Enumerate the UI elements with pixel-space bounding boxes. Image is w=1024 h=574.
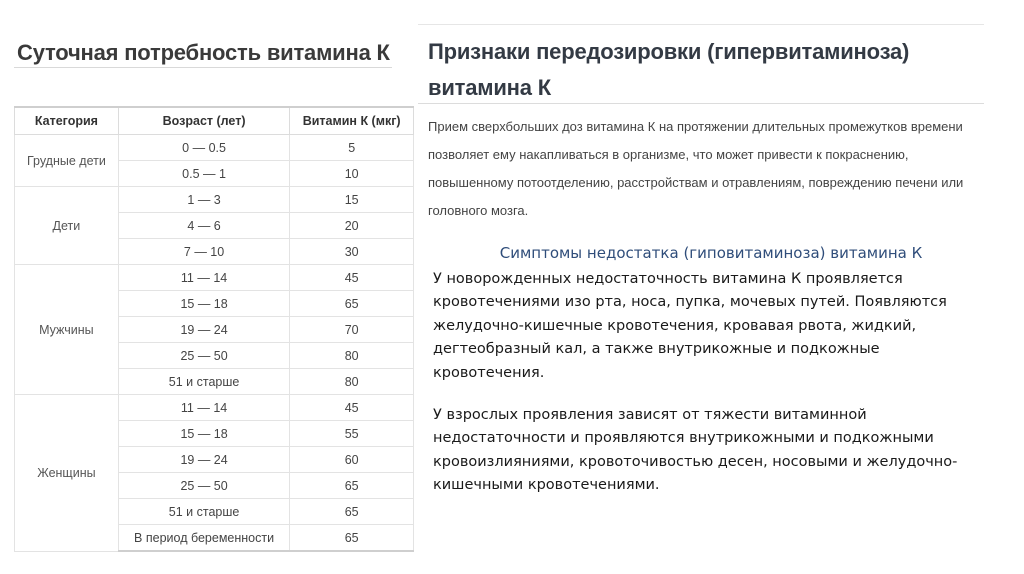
dose-cell: 70 (290, 317, 414, 343)
daily-requirement-title: Суточная потребность витамина К (17, 40, 390, 65)
vitamin-k-table (14, 106, 414, 552)
dose-cell: 5 (290, 135, 414, 161)
deficiency-adult-paragraph: У взрослых проявления зависят от тяжести витаминной недостаточности и проявляются внутрикожными и подкожными кровоизлияниями, кровоточивостью десен, носовыми и желудочно-кишечными кровотечениями. (433, 407, 958, 494)
category-cell: Мужчины (15, 265, 119, 395)
age-cell: 4 — 6 (118, 213, 290, 239)
age-cell: 15 — 18 (118, 291, 290, 317)
dose-cell: 45 (290, 395, 414, 421)
top-divider (418, 24, 984, 25)
overdose-title: Признаки передозировки (гипервитаминоза) витамина К (428, 39, 910, 100)
dose-cell: 10 (290, 161, 414, 187)
age-cell: 51 и старше (118, 369, 290, 395)
age-cell: 25 — 50 (118, 473, 290, 499)
dose-cell: 15 (290, 187, 414, 213)
dose-cell: 65 (290, 525, 414, 552)
overdose-paragraph: Прием сверхбольших доз витамина К на протяжении длительных промежутков времени позволяет ему накапливаться в организме, что может привести к покраснению, повышенному потоотделению, расстройствам и отравлениям, повреждению печени или головного мозга. (428, 119, 964, 218)
overdose-title-divider (418, 103, 984, 104)
category-cell: Женщины (15, 395, 119, 552)
category-cell: Дети (15, 187, 119, 265)
dose-cell: 20 (290, 213, 414, 239)
age-cell: 0.5 — 1 (118, 161, 290, 187)
header-vitamin: Витамин К (мкг) (290, 107, 414, 135)
dose-cell: 65 (290, 499, 414, 525)
table-row (15, 395, 414, 421)
age-cell: 19 — 24 (118, 447, 290, 473)
age-cell: В период беременности (118, 525, 290, 552)
age-cell: 51 и старше (118, 499, 290, 525)
table-header-row (15, 107, 414, 135)
table-row (15, 135, 414, 161)
header-age: Возраст (лет) (118, 107, 290, 135)
deficiency-newborn-paragraph: У новорожденных недостаточность витамина К проявляется кровотечениями изо рта, носа, пупка, мочевых путей. Появляются желудочно-кишечные кровотечения, кровавая рвота, жидкий, дегтеобразный кал, а также внутрикожные и подкожные кровотечения. (433, 271, 947, 381)
table-row (15, 265, 414, 291)
dose-cell: 80 (290, 369, 414, 395)
dose-cell: 60 (290, 447, 414, 473)
age-cell: 19 — 24 (118, 317, 290, 343)
dose-cell: 45 (290, 265, 414, 291)
age-cell: 11 — 14 (118, 265, 290, 291)
age-cell: 1 — 3 (118, 187, 290, 213)
age-cell: 15 — 18 (118, 421, 290, 447)
age-cell: 11 — 14 (118, 395, 290, 421)
header-category: Категория (15, 107, 119, 135)
category-cell: Грудные дети (15, 135, 119, 187)
age-cell: 0 — 0.5 (118, 135, 290, 161)
dose-cell: 55 (290, 421, 414, 447)
dose-cell: 65 (290, 291, 414, 317)
table-row (15, 187, 414, 213)
dose-cell: 30 (290, 239, 414, 265)
dose-cell: 65 (290, 473, 414, 499)
deficiency-heading: Симптомы недостатка (гиповитаминоза) витамина К (499, 244, 923, 262)
age-cell: 25 — 50 (118, 343, 290, 369)
title-divider (14, 67, 392, 68)
dose-cell: 80 (290, 343, 414, 369)
age-cell: 7 — 10 (118, 239, 290, 265)
